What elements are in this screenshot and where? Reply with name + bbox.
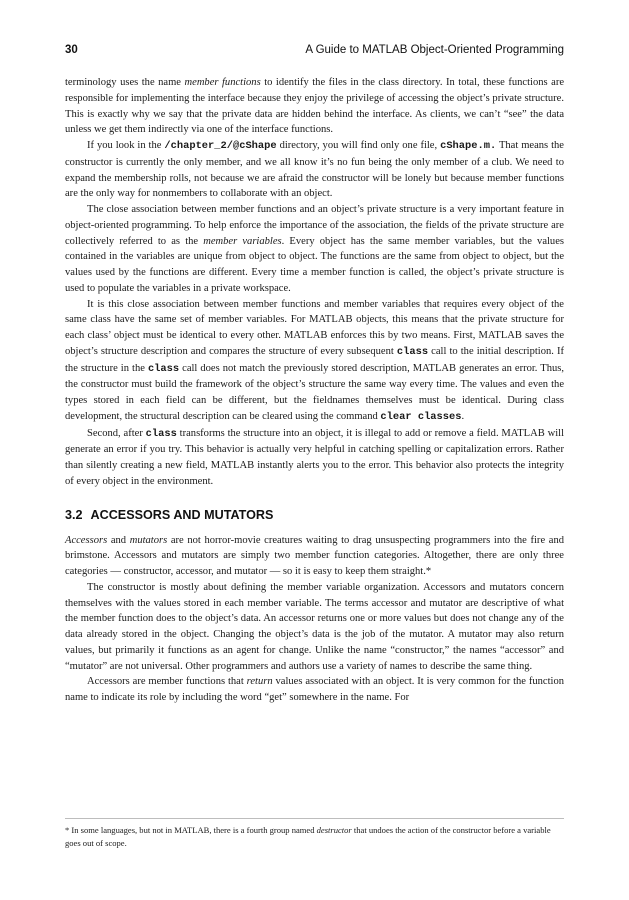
paragraph-4: [65, 297, 564, 426]
code-keyword: class: [396, 345, 429, 358]
code-command: clear classes: [380, 410, 462, 423]
text-run: values associated with an object. It is very common for the function name to indicate its role by including the word “get” somewhere in the name. For: [65, 676, 564, 703]
paragraph-1: [65, 75, 564, 138]
text-run: transforms the structure into an object, it is illegal to add or remove a field. MATLAB will generate an error if you try. This behavior is actually very helpful in catching spelling or capitalization errors. Rather than silently creating a new field, MATLAB instantly alerts you to the error. This behavior also protects the integrity of every object in the environment.: [65, 427, 564, 487]
paragraph-2: [65, 138, 564, 202]
emphasis-term: mutators: [129, 534, 168, 546]
text-run: The close association between member functions and an object’s private structure is a very important feature in object-oriented programming. To help enforce the importance of the association, the fields of the private structure are collectively referred to as the: [65, 204, 564, 247]
text-run: call to the initial description. If the structure in the: [65, 345, 565, 374]
section-title: ACCESSORS AND MUTATORS: [90, 507, 274, 522]
running-head: [65, 44, 564, 56]
emphasis-term: member variables: [203, 235, 282, 247]
text-run: Accessors are member functions that: [87, 676, 247, 688]
text-run: that undoes the action of the constructor before a variable goes out of scope.: [65, 825, 551, 848]
footnote-marker: *: [65, 825, 70, 835]
text-run: call does not match the previously stored description, MATLAB generates an error. Thus, the constructor must build the framework of the object’s structure the same way every time. The values and even the types stored in each field can be different, but the fieldnames themselves must be identical. During class development, the structural description can be cleared using the command: [65, 362, 564, 422]
text-run: .: [461, 410, 465, 422]
paragraph-5: [65, 426, 564, 490]
section-number: 3.2: [65, 507, 83, 522]
code-keyword: class: [147, 362, 180, 375]
section-paragraph-1: [65, 533, 564, 580]
emphasis-term: Accessors: [65, 534, 108, 546]
text-run: If you look in the: [87, 140, 165, 151]
emphasis-term: member functions: [184, 77, 261, 88]
text-run: In some languages, but not in MATLAB, there is a fourth group named: [69, 825, 317, 835]
code-keyword: class: [145, 427, 177, 440]
text-run: That means the constructor is currently the only member, and we all know it’s no fun being the only member of a club. We need to expand the membership rolls, not because we are afraid the constructor will be lonely but because member functions are the only way for nonmembers to collaborate with an object.: [65, 140, 564, 200]
text-run: terminology uses the name: [65, 77, 185, 88]
emphasis-term: destructor: [316, 825, 352, 835]
text-run: . Every object has the same member variables, but the values contained in the variables are unique from object to object. The functions are the same from object to object, but the values used by the functions are different. Every time a member function is called, the object’s private structure is used to populate the variables in a private workspace.: [65, 235, 564, 294]
text-run: It is this close association between member functions and member variables that requires every object of the same class have the same set of member variables. For MATLAB objects, this means that the private structure for each class’ object must be identical to every other. MATLAB enforces this by two means. First, MATLAB saves the object’s structure description and compares the structure of every subsequent: [65, 298, 564, 357]
page-number: 30: [65, 44, 78, 56]
emphasis-term: return: [246, 676, 273, 688]
text-run: and: [107, 534, 130, 546]
section-paragraph-2: The constructor is mostly about defining the member variable organization. Accessors and mutators concern themselves with the values stored in each member variable. The terms accessor and mutator are descriptive of what the member function does to the object’s data. An accessor returns one or more values but does not change any of the data already stored in the object. Changing the object’s data is the job of the mutator. A mutator may also return values, but primarily it functions as an agent for change. Unlike the name “constructor,” the names “accessor” and “mutator” are not universal. Other programmers and authors use a variety of names to describe the same thing.: [65, 581, 564, 672]
section-paragraph-3: [65, 674, 564, 706]
text-run: Second, after: [87, 427, 146, 439]
code-directory: /chapter_2/@cShape: [164, 140, 277, 152]
text-run: directory, you will find only one file,: [276, 140, 441, 151]
paragraph-3: [65, 202, 564, 297]
section-heading: [65, 507, 564, 523]
text-run: are not horror-movie creatures waiting to drag unsuspecting programmers into the fire and brimstone. Accessors and mutators are simply two member function categories. Altogether, there are only three categories — constructor, accessor, and mutator — so it is easy to keep them straight.*: [65, 534, 564, 577]
book-title: A Guide to MATLAB Object-Oriented Programming: [305, 44, 564, 56]
body-text: [65, 75, 564, 706]
footnote-divider: [65, 818, 564, 819]
code-filename: cShape.m.: [440, 140, 497, 152]
footnote: [65, 824, 564, 850]
text-run: to identify the files in the class directory. In total, these functions are responsible for implementing the interface because they enjoy the privilege of accessing the object’s private structure. This is exactly why we say that the private data are hidden behind the interface. As clients, we can’t “see” the data unless we get them indirectly via one of the interface functions.: [65, 77, 565, 136]
